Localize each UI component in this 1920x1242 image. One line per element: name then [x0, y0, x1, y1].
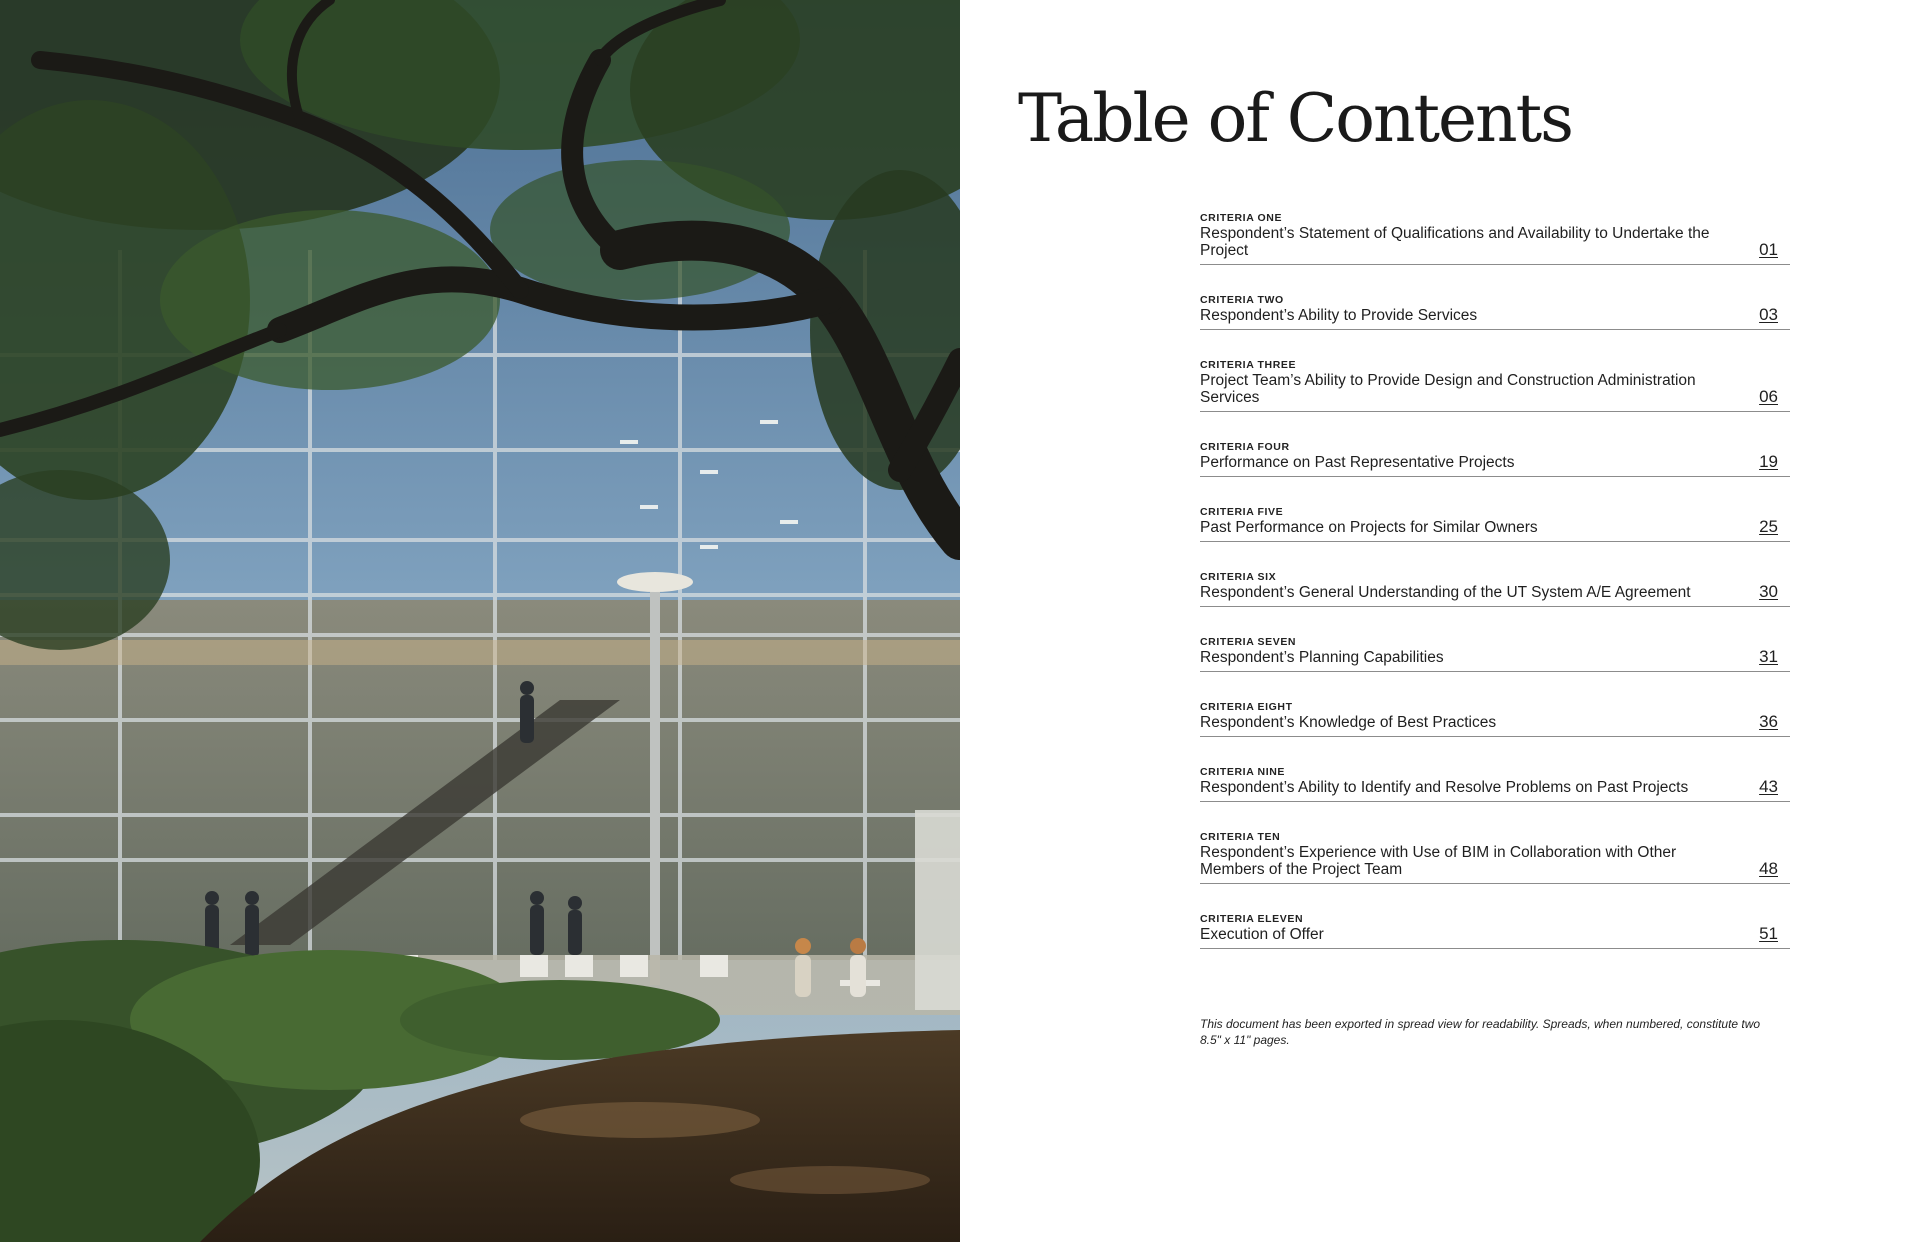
page-number-link[interactable]: 48 — [1759, 859, 1778, 878]
entry-heading: Respondent’s Knowledge of Best Practices — [1200, 714, 1497, 731]
toc-entry[interactable] — [1200, 913, 1790, 949]
page-number-link[interactable]: 03 — [1759, 305, 1778, 324]
page-number-link[interactable]: 31 — [1759, 647, 1778, 666]
page-number-link[interactable]: 06 — [1759, 387, 1778, 406]
toc-entry[interactable] — [1200, 831, 1790, 884]
page-title: Table of Contents — [1018, 80, 1573, 157]
criteria-label: CRITERIA TEN — [1200, 831, 1281, 843]
toc-entry[interactable] — [1200, 441, 1790, 477]
entry-heading: Execution of Offer — [1200, 926, 1324, 943]
toc-entry[interactable] — [1200, 701, 1790, 737]
criteria-label: CRITERIA SIX — [1200, 571, 1277, 583]
lamp-post — [650, 585, 660, 985]
toc-entry[interactable] — [1200, 571, 1790, 607]
entry-heading: Past Performance on Projects for Similar Owners — [1200, 519, 1538, 536]
toc-entry[interactable] — [1200, 294, 1790, 330]
table-of-contents-page — [960, 0, 1920, 1242]
page-number-link[interactable]: 30 — [1759, 582, 1778, 601]
criteria-label: CRITERIA NINE — [1200, 766, 1285, 778]
page-number-link[interactable]: 43 — [1759, 777, 1778, 796]
toc-entry[interactable] — [1200, 212, 1790, 265]
entry-heading: Respondent’s General Understanding of the UT System A/E Agreement — [1200, 584, 1691, 601]
criteria-label: CRITERIA ONE — [1200, 212, 1283, 224]
toc-entry[interactable] — [1200, 359, 1790, 412]
toc-entry[interactable] — [1200, 506, 1790, 542]
criteria-label: CRITERIA FOUR — [1200, 441, 1290, 453]
toc-entry[interactable] — [1200, 636, 1790, 672]
entry-heading: Respondent’s Statement of Qualifications and Availability to Undertake the Project — [1200, 225, 1710, 259]
page-number-link[interactable]: 25 — [1759, 517, 1778, 536]
entry-heading: Respondent’s Experience with Use of BIM in Collaboration with Other Members of the Project Team — [1200, 844, 1677, 878]
criteria-label: CRITERIA SEVEN — [1200, 636, 1297, 648]
criteria-label: CRITERIA TWO — [1200, 294, 1284, 306]
toc-entry[interactable] — [1200, 766, 1790, 802]
entry-heading: Respondent’s Ability to Provide Services — [1200, 307, 1478, 324]
toc-list — [1200, 212, 1790, 978]
criteria-label: CRITERIA FIVE — [1200, 506, 1284, 518]
export-note: This document has been exported in spread view for readability. Spreads, when numbered, constitute two 8.5" x 11" pages. — [1200, 1017, 1761, 1047]
entry-heading: Respondent’s Ability to Identify and Resolve Problems on Past Projects — [1200, 779, 1689, 796]
criteria-label: CRITERIA THREE — [1200, 359, 1297, 371]
lamp-head — [617, 572, 693, 592]
criteria-label: CRITERIA EIGHT — [1200, 701, 1293, 713]
page-number-link[interactable]: 19 — [1759, 452, 1778, 471]
page-number-link[interactable]: 01 — [1759, 240, 1778, 259]
page-number-link[interactable]: 51 — [1759, 924, 1778, 943]
entry-heading: Respondent’s Planning Capabilities — [1200, 649, 1444, 666]
page-number-link[interactable]: 36 — [1759, 712, 1778, 731]
entry-heading: Project Team’s Ability to Provide Design and Construction Administration Services — [1200, 372, 1696, 406]
entry-heading: Performance on Past Representative Projects — [1200, 454, 1515, 471]
criteria-label: CRITERIA ELEVEN — [1200, 913, 1304, 925]
